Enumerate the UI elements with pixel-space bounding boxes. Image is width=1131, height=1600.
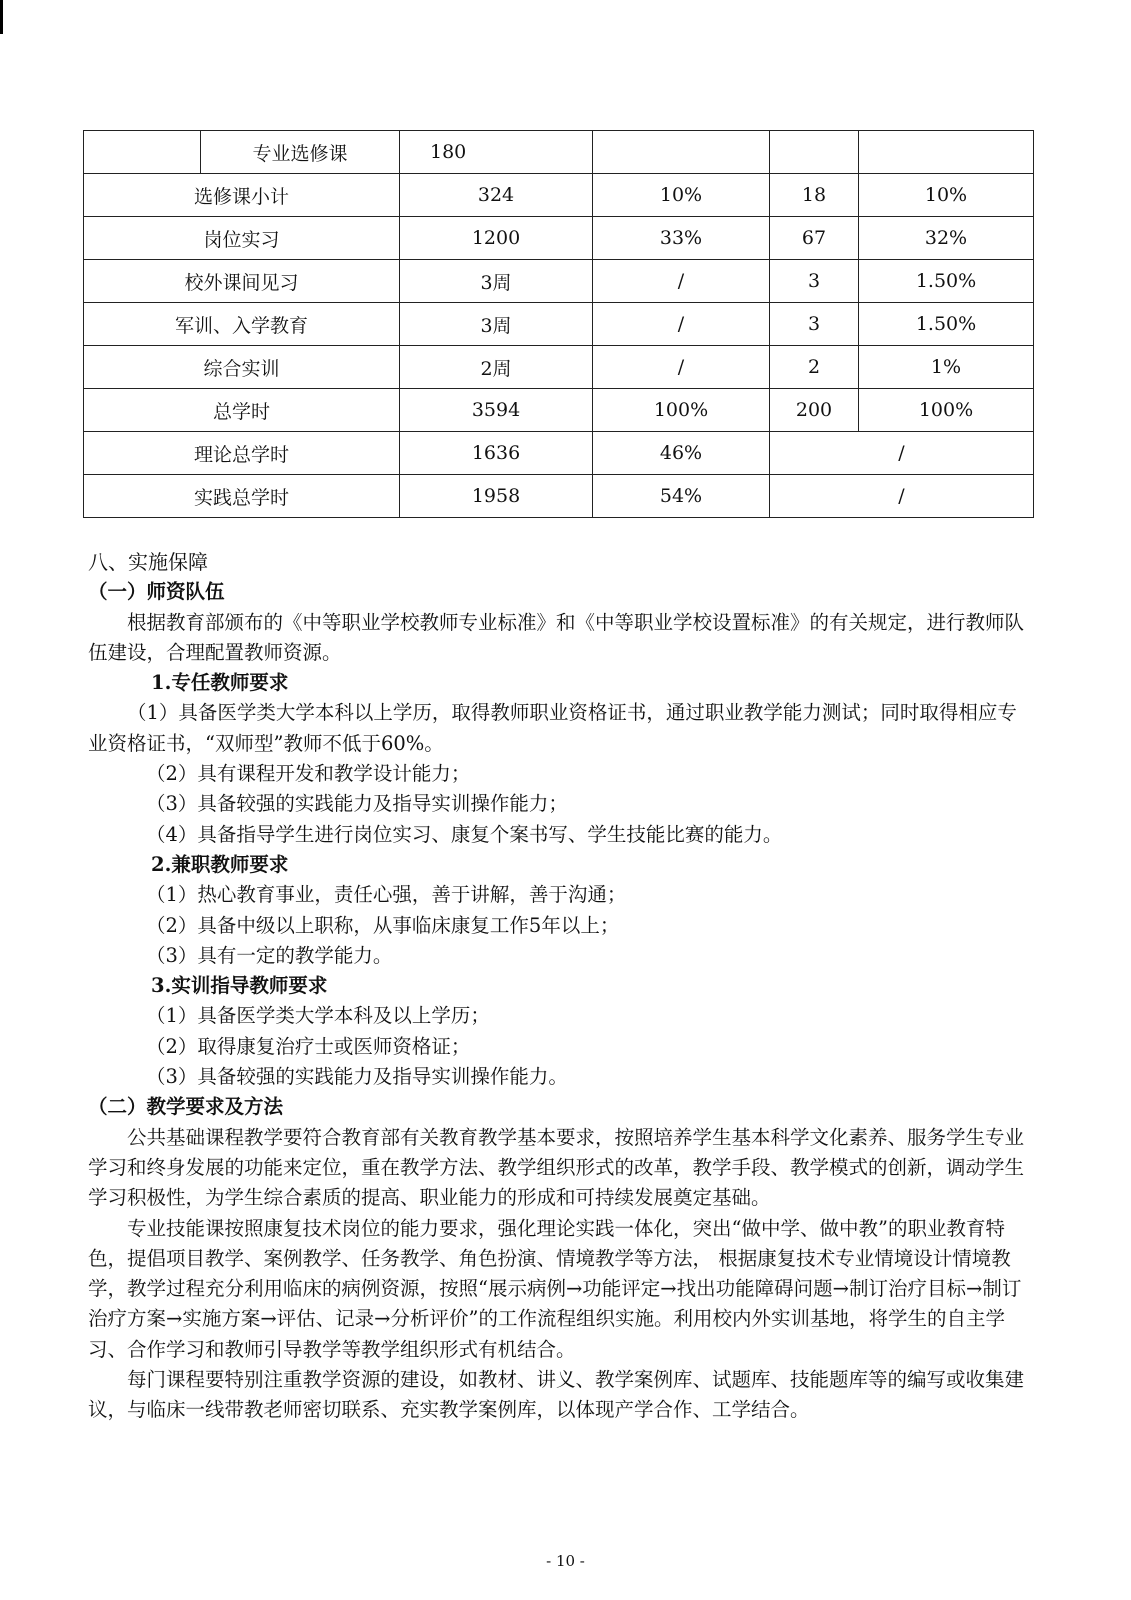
table-cell-hours-pct: 46% [593, 432, 770, 475]
table-row [84, 131, 1034, 174]
table-cell-credits: 200 [770, 389, 859, 432]
table-cell-label: 岗位实习 [84, 217, 400, 260]
heading-fulltime-teacher: 1.专任教师要求 [151, 671, 289, 695]
table-cell-hours-pct: / [593, 260, 770, 303]
page-number: - 10 - [546, 1552, 585, 1570]
table-cell-hours-pct: 10% [593, 174, 770, 217]
paragraph: 专业技能课按照康复技术岗位的能力要求，强化理论实践一体化，突出“做中学、做中教”的职业教育特色，提倡项目教学、案例教学、任务教学、角色扮演、情境教学等方法， 根据康复技术专业情境设计情境教学，教学过程充分利用临床的病例资源，按照“展示病例→功能评定→找出功能障碍问题→制订治疗目标→制订治疗方案→实施方案→评估、记录→分析评价”的工作流程组织实施。利用校内外实训基地，将学生的自主学习、合作学习和教师引导教学等教学组织形式有机结合。 [88, 1216, 1022, 1361]
list-item: （3）具备较强的实践能力及指导实训操作能力。 [146, 1065, 568, 1089]
table-cell-hours-pct: 54% [593, 475, 770, 518]
subsection-heading-teaching: （二）教学要求及方法 [88, 1095, 284, 1119]
table-row [84, 346, 1034, 389]
table-row [84, 260, 1034, 303]
table-cell-credits: 2 [770, 346, 859, 389]
table-cell-hours: 3周 [400, 260, 593, 303]
subsection-heading-faculty: （一）师资队伍 [88, 580, 225, 604]
table-row [84, 174, 1034, 217]
table-cell-empty [593, 131, 770, 174]
table-cell-hours-pct: / [593, 303, 770, 346]
table-cell-label: 选修课小计 [84, 174, 400, 217]
list-item: （2）具有课程开发和教学设计能力； [146, 762, 471, 786]
table-cell-label: 综合实训 [84, 346, 400, 389]
document-body [88, 547, 1033, 1426]
heading-parttime-teacher: 2.兼职教师要求 [151, 852, 289, 876]
table-cell-merged: / [770, 475, 1034, 518]
table-cell-empty [770, 131, 859, 174]
table-cell-hours: 3周 [400, 303, 593, 346]
table-cell-empty [84, 131, 201, 174]
table-cell-credits: 3 [770, 260, 859, 303]
table-row [84, 303, 1034, 346]
table-row [84, 217, 1034, 260]
table-cell-hours-pct: 100% [593, 389, 770, 432]
table-cell-credits-pct: 10% [859, 174, 1034, 217]
list-item: （3）具有一定的教学能力。 [146, 943, 393, 967]
list-item: （3）具备较强的实践能力及指导实训操作能力； [146, 792, 568, 816]
table-cell-credits: 3 [770, 303, 859, 346]
table-cell-label: 专业选修课 [201, 131, 400, 174]
page-edge-mark [0, 0, 3, 34]
table-cell-credits-pct: 1.50% [859, 303, 1034, 346]
heading-training-instructor: 3.实训指导教师要求 [151, 974, 328, 998]
table-cell-label: 校外课间见习 [84, 260, 400, 303]
table-row [84, 475, 1034, 518]
paragraph: 根据教育部颁布的《中等职业学校教师专业标准》和《中等职业学校设置标准》的有关规定，进行教师队伍建设，合理配置教师资源。 [88, 610, 1025, 664]
table-row [84, 389, 1034, 432]
list-item: （4）具备指导学生进行岗位实习、康复个案书写、学生技能比赛的能力。 [146, 822, 783, 846]
table-cell-hours: 1958 [400, 475, 593, 518]
list-item: （1）具备医学类大学本科及以上学历； [146, 1004, 490, 1028]
table-cell-hours: 180 [400, 131, 593, 174]
table-cell-credits-pct: 1.50% [859, 260, 1034, 303]
table-cell-merged: / [770, 432, 1034, 475]
paragraph: 每门课程要特别注重教学资源的建设，如教材、讲义、教学案例库、试题库、技能题库等的编写或收集建议，与临床一线带教老师密切联系、充实教学案例库，以体现产学合作、工学结合。 [88, 1368, 1025, 1422]
list-item: （2）取得康复治疗士或医师资格证； [146, 1034, 471, 1058]
table-cell-label: 理论总学时 [84, 432, 400, 475]
table-cell-empty [859, 131, 1034, 174]
table-cell-credits: 18 [770, 174, 859, 217]
table-cell-credits: 67 [770, 217, 859, 260]
table-row [84, 432, 1034, 475]
list-item: （1）具备医学类大学本科以上学历，取得教师职业资格证书，通过职业教学能力测试；同时取得相应专业资格证书，“双师型”教师不低于60%。 [88, 701, 1017, 755]
section-heading: 八、实施保障 [88, 550, 208, 574]
table-cell-hours: 2周 [400, 346, 593, 389]
credit-hours-table [83, 130, 1034, 518]
table-cell-credits-pct: 100% [859, 389, 1034, 432]
table-cell-hours-pct: / [593, 346, 770, 389]
list-item: （1）热心教育事业，责任心强，善于讲解，善于沟通； [146, 883, 627, 907]
table-cell-label: 军训、入学教育 [84, 303, 400, 346]
table-cell-hours: 3594 [400, 389, 593, 432]
table-cell-hours: 324 [400, 174, 593, 217]
table-cell-hours-pct: 33% [593, 217, 770, 260]
paragraph: 公共基础课程教学要符合教育部有关教育教学基本要求，按照培养学生基本科学文化素养、服务学生专业学习和终身发展的功能来定位，重在教学方法、教学组织形式的改革，教学手段、教学模式的创新，调动学生学习积极性，为学生综合素质的提高、职业能力的形成和可持续发展奠定基础。 [88, 1125, 1025, 1210]
table-cell-label: 总学时 [84, 389, 400, 432]
table-cell-label: 实践总学时 [84, 475, 400, 518]
table-cell-hours: 1200 [400, 217, 593, 260]
table-cell-credits-pct: 1% [859, 346, 1034, 389]
table-cell-credits-pct: 32% [859, 217, 1034, 260]
table-cell-hours: 1636 [400, 432, 593, 475]
list-item: （2）具备中级以上职称，从事临床康复工作5年以上； [146, 913, 620, 937]
